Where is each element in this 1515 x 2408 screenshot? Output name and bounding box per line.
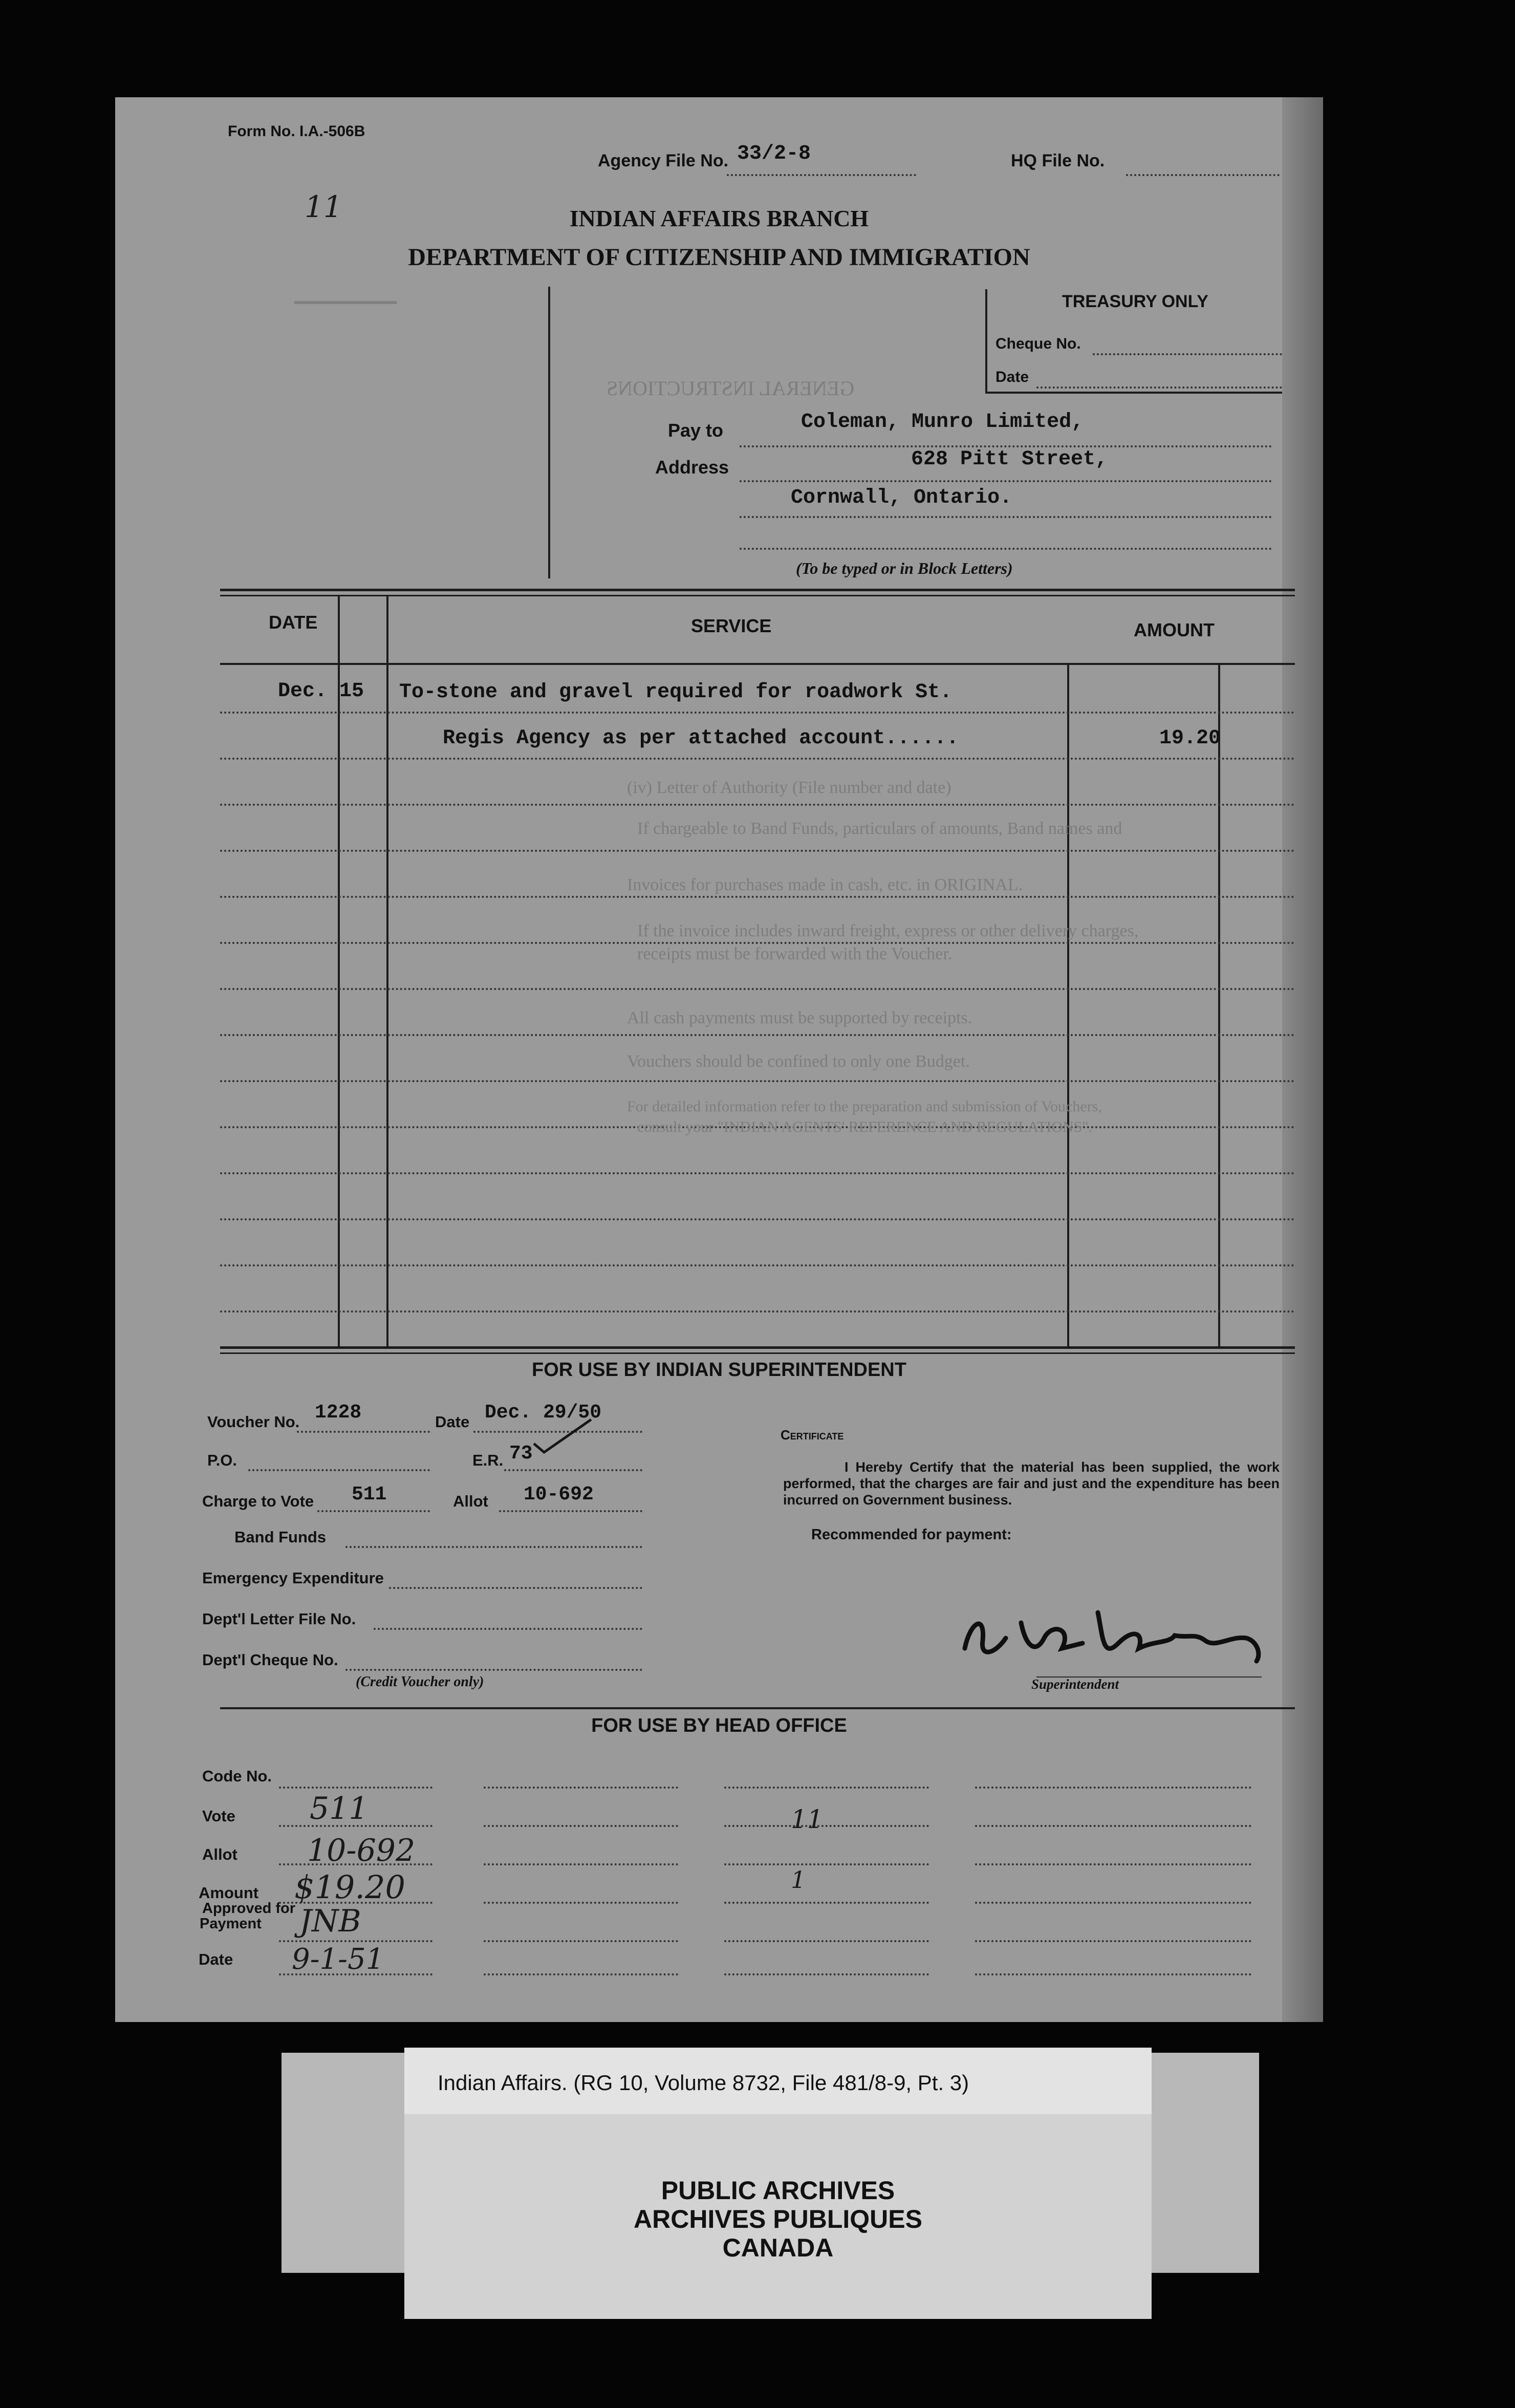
- ho-c2-r2: [484, 1825, 678, 1827]
- ho-c1-r5: [279, 1940, 432, 1942]
- archive-reference: Indian Affairs. (RG 10, Volume 8732, File 481/8-9, Pt. 3): [438, 2071, 969, 2095]
- band-funds-label: Band Funds: [234, 1528, 327, 1546]
- archive-line-1: PUBLIC ARCHIVES: [661, 2176, 895, 2205]
- faint-instruction-8: For detailed information refer to the preparation and submission of Vouchers,: [627, 1098, 1102, 1115]
- allot-line: [499, 1510, 642, 1512]
- table-col-line-4: [1218, 663, 1220, 1349]
- row-rule-3: [220, 804, 1295, 806]
- certificate-title: Certificate: [781, 1427, 844, 1443]
- address-line1-rule: [740, 480, 1272, 482]
- code-no-label: Code No.: [202, 1767, 272, 1785]
- row-rule-4: [220, 850, 1295, 852]
- allot-value: 10-692: [524, 1483, 594, 1506]
- treasury-title: TREASURY ONLY: [1062, 292, 1208, 311]
- row1-service: To-stone and gravel required for roadwork St.: [399, 681, 953, 704]
- voucher-no-label: Voucher No.: [207, 1413, 300, 1431]
- cheque-no-dept-line: [345, 1669, 642, 1671]
- table-top-rule-2: [220, 595, 1295, 596]
- approved-label-2: Payment: [200, 1916, 262, 1932]
- pay-to-line: [740, 445, 1272, 447]
- faint-instruction-9: consult your "INDIAN AGENTS' REFERENCE AND REGULATIONS".: [637, 1119, 1093, 1135]
- col-date-header: DATE: [269, 612, 318, 633]
- ho-c2-r1: [484, 1787, 678, 1789]
- po-label: P.O.: [207, 1451, 237, 1469]
- allot-ho-label: Allot: [202, 1845, 237, 1863]
- department-title: DEPARTMENT OF CITIZENSHIP AND IMMIGRATION: [408, 244, 1030, 271]
- ho-c3-r1: [724, 1787, 929, 1789]
- row-rule-5: [220, 896, 1295, 898]
- archive-line-2: ARCHIVES PUBLIQUES: [634, 2205, 922, 2233]
- agency-file-label: Agency File No.: [598, 151, 729, 170]
- row-rule-13: [220, 1264, 1295, 1266]
- ho-c1-r1: [279, 1787, 432, 1789]
- treasury-date-line: [1036, 386, 1282, 389]
- row-rule-11: [220, 1172, 1295, 1174]
- approved-ho-value: JNB: [299, 1903, 361, 1939]
- row-rule-14: [220, 1310, 1295, 1313]
- address-line2: Cornwall, Ontario.: [791, 486, 1012, 509]
- address-line2-rule: [740, 516, 1272, 518]
- recommended-label: Recommended for payment:: [811, 1526, 1012, 1543]
- pay-to-value: Coleman, Munro Limited,: [801, 411, 1084, 434]
- ho-c2-r3: [484, 1863, 678, 1865]
- faint-instruction-4: If the invoice includes inward freight, express or other delivery charges,: [637, 921, 1139, 940]
- er-line: [504, 1469, 642, 1471]
- row-rule-12: [220, 1218, 1295, 1220]
- address-label: Address: [655, 457, 729, 478]
- hq-file-line: [1126, 174, 1280, 176]
- voucher-form: [115, 97, 1323, 2022]
- corner-handwritten-mark: 11: [305, 189, 342, 224]
- letter-file-line: [374, 1628, 642, 1630]
- voucher-no-line: [297, 1431, 430, 1433]
- ho-c3-r3: [724, 1863, 929, 1865]
- ho-c4-r1: [975, 1787, 1251, 1789]
- branch-title: INDIAN AFFAIRS BRANCH: [569, 205, 869, 231]
- row-rule-6: [220, 942, 1295, 944]
- faint-instruction-1: (iv) Letter of Authority (File number and date): [627, 778, 951, 797]
- er-checkmark: [530, 1415, 596, 1456]
- mid-hand-mark-2: 1: [791, 1866, 806, 1894]
- row-rule-8: [220, 1034, 1295, 1036]
- header-divider: [548, 287, 550, 578]
- cheque-no-dept-label: Dept'l Cheque No.: [202, 1651, 338, 1669]
- superintendent-label: Superintendent: [1031, 1676, 1119, 1692]
- ho-c4-r5: [975, 1940, 1251, 1942]
- ho-c4-r3: [975, 1863, 1251, 1865]
- row2-service: Regis Agency as per attached account......: [443, 727, 959, 750]
- po-line: [248, 1469, 430, 1471]
- row-rule-9: [220, 1080, 1295, 1082]
- row-rule-1: [220, 712, 1295, 714]
- ho-c2-r4: [484, 1902, 678, 1904]
- agency-file-value: 33/2-8: [737, 142, 811, 165]
- faint-instruction-5: receipts must be forwarded with the Voucher.: [637, 944, 953, 963]
- date-ho-value: 9-1-51: [292, 1943, 384, 1976]
- head-office-top-rule: [220, 1707, 1295, 1709]
- er-value: 73: [509, 1443, 533, 1465]
- table-col-line-1: [338, 596, 340, 1349]
- vote-label: Charge to Vote: [202, 1492, 314, 1510]
- voucher-date-value: Dec. 29/50: [485, 1402, 602, 1424]
- table-col-line-3: [1067, 663, 1069, 1349]
- agency-file-line: [727, 174, 916, 176]
- row-rule-2: [220, 758, 1295, 760]
- head-office-title: FOR USE BY HEAD OFFICE: [591, 1715, 847, 1736]
- ho-c2-r5: [484, 1940, 678, 1942]
- address-line1: 628 Pitt Street,: [911, 448, 1108, 471]
- row1-date: Dec. 15: [278, 680, 364, 703]
- faint-instruction-3: Invoices for purchases made in cash, etc. in ORIGINAL.: [627, 875, 1023, 894]
- amount-ho-value: $19.20: [294, 1868, 405, 1906]
- superintendent-signature: [949, 1592, 1277, 1674]
- pay-to-label: Pay to: [668, 420, 724, 441]
- table-bottom-rule-2: [220, 1352, 1295, 1354]
- certificate-text: I Hereby Certify that the material has been supplied, the work performed, that the charges are fair and just and the expenditure has been incurred on Government business.: [783, 1459, 1280, 1508]
- date-ho-label: Date: [199, 1950, 233, 1968]
- address-line3-rule: [740, 548, 1272, 550]
- cheque-no-line: [1093, 353, 1282, 355]
- block-letters-note: (To be typed or in Block Letters): [796, 559, 1013, 577]
- treasury-box-bottom: [985, 392, 1282, 394]
- ho-c3-r2: [724, 1825, 929, 1827]
- col-amount-header: AMOUNT: [1134, 619, 1215, 640]
- emergency-label: Emergency Expenditure: [202, 1569, 384, 1587]
- faint-instructions-heading: GENERAL INSTRUCTIONS: [607, 377, 855, 400]
- vote-ho-label: Vote: [202, 1807, 235, 1825]
- hq-file-label: HQ File No.: [1011, 151, 1105, 170]
- table-header-rule: [220, 663, 1295, 665]
- er-label: E.R.: [472, 1451, 504, 1469]
- faint-dashes: [294, 301, 397, 304]
- cheque-no-label: Cheque No.: [995, 335, 1081, 352]
- table-col-line-2: [386, 596, 388, 1349]
- credit-voucher-note: (Credit Voucher only): [356, 1674, 484, 1690]
- approved-label-1: Approved for: [202, 1900, 296, 1917]
- voucher-no-value: 1228: [315, 1402, 362, 1424]
- ho-c2-r6: [484, 1973, 678, 1975]
- emergency-line: [389, 1587, 642, 1589]
- treasury-box-left: [985, 289, 987, 392]
- ho-c3-r6: [724, 1973, 929, 1975]
- allot-label: Allot: [453, 1492, 488, 1510]
- treasury-date-label: Date: [995, 369, 1029, 385]
- faint-instruction-6: All cash payments must be supported by receipts.: [627, 1008, 972, 1027]
- band-funds-line: [345, 1546, 642, 1548]
- col-service-header: SERVICE: [691, 615, 772, 636]
- vote-line: [317, 1510, 430, 1512]
- table-bottom-rule-1: [220, 1346, 1295, 1349]
- amount-ho-label: Amount: [199, 1884, 259, 1902]
- faint-instruction-7: Vouchers should be confined to only one Budget.: [627, 1052, 970, 1071]
- form-number: Form No. I.A.-506B: [228, 123, 365, 140]
- mid-hand-mark-1: 11: [791, 1804, 824, 1834]
- faint-instruction-2: If chargeable to Band Funds, particulars of amounts, Band names and: [637, 819, 1122, 838]
- vote-ho-value: 511: [310, 1791, 369, 1826]
- vote-value: 511: [352, 1483, 387, 1506]
- allot-ho-value: 10-692: [307, 1833, 416, 1868]
- row2-amount: 19.20: [1159, 727, 1221, 750]
- table-top-rule-1: [220, 589, 1295, 591]
- ho-c4-r4: [975, 1902, 1251, 1904]
- ho-c4-r2: [975, 1825, 1251, 1827]
- ho-c3-r4: [724, 1902, 929, 1904]
- superintendent-title: FOR USE BY INDIAN SUPERINTENDENT: [532, 1359, 906, 1381]
- ho-c4-r6: [975, 1973, 1251, 1975]
- voucher-date-label: Date: [435, 1413, 470, 1431]
- row-rule-7: [220, 988, 1295, 990]
- archive-line-3: CANADA: [722, 2233, 834, 2262]
- letter-file-label: Dept'l Letter File No.: [202, 1610, 356, 1628]
- ho-c3-r5: [724, 1940, 929, 1942]
